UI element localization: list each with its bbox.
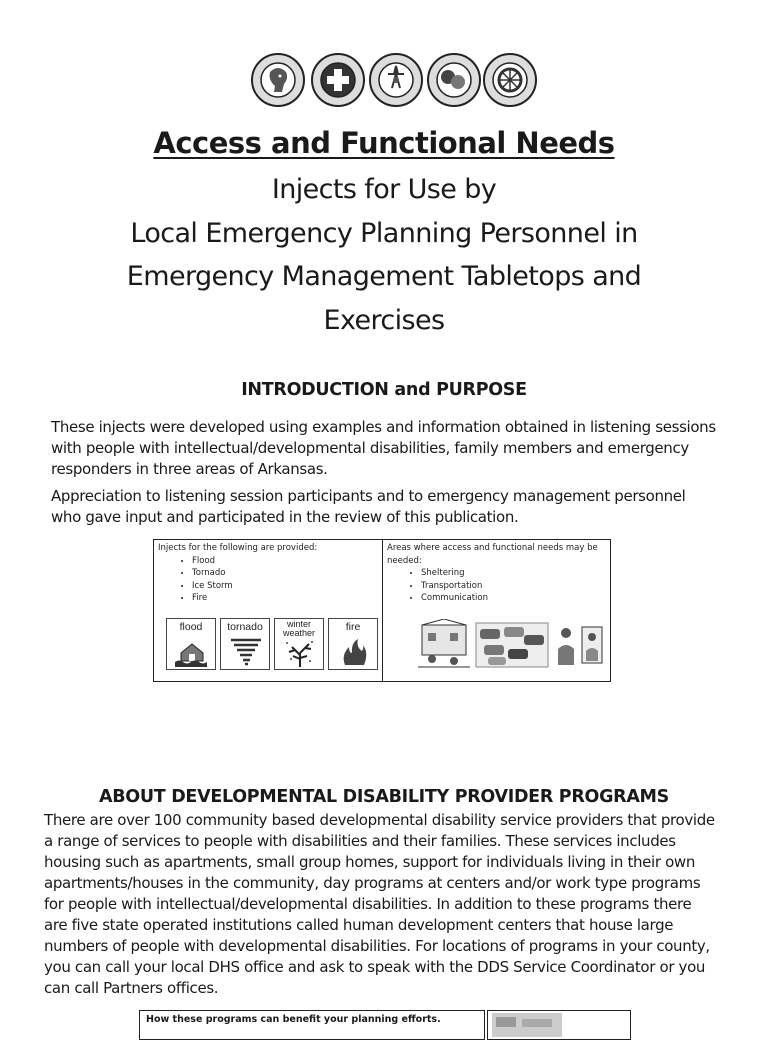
benefits-image-box xyxy=(487,1010,631,1040)
needs-heading-line-2: needed: xyxy=(387,555,422,566)
list-item: • Ice Storm xyxy=(192,580,380,593)
hazard-label: fire xyxy=(345,621,361,633)
text-line: responders in three areas of Arkansas. xyxy=(51,460,328,478)
text-line: can call Partners offices. xyxy=(44,979,219,997)
traffic-jam-icon xyxy=(474,621,550,669)
flooded-house-icon xyxy=(175,637,209,667)
hazard-flood xyxy=(166,618,216,670)
about-heading: ABOUT DEVELOPMENTAL DISABILITY PROVIDER PROGRAMS xyxy=(99,787,669,807)
list-item: • Tornado xyxy=(192,567,380,580)
text-line: These injects were developed using examples and information obtained in listening sessions xyxy=(51,418,716,436)
communication-people-icon xyxy=(554,621,606,669)
needs-pictures xyxy=(418,619,608,671)
text-line: for people with intellectual/developmental disabilities. In addition to these programs there xyxy=(44,895,692,913)
text-line: you can call your local DHS office and ask to speak with the DDS Service Coordinator or you xyxy=(44,958,706,976)
communication-icon xyxy=(250,52,306,108)
text-line: numbers of people with developmental disabilities. For locations of programs in your county, xyxy=(44,937,710,955)
hazard-label: tornado xyxy=(227,621,263,633)
hazard-tornado xyxy=(220,618,270,670)
text-line: are five state operated institutions called human development centers that house large xyxy=(44,916,674,934)
header-icon-strip xyxy=(250,48,530,108)
subtitle-line-3: Emergency Management Tabletops and xyxy=(126,261,642,292)
intro-paragraph-1 xyxy=(51,417,741,480)
text-line: housing such as apartments, small group homes, support for individuals living in their own xyxy=(44,853,695,871)
text-line: Appreciation to listening session participants and to emergency management personnel xyxy=(51,487,686,505)
injects-provided-cell xyxy=(158,542,380,605)
injects-provided-heading: Injects for the following are provided: xyxy=(158,543,318,553)
text-line: apartments/houses in the community, day programs at centers and/or work type programs xyxy=(44,874,701,892)
text-line: who gave input and participated in the review of this publication. xyxy=(51,508,519,526)
text-line: There are over 100 community based developmental disability service providers that provide xyxy=(44,811,715,829)
scanned-image-icon xyxy=(488,1011,630,1039)
subtitle-line-1: Injects for Use by xyxy=(271,174,497,205)
list-item: • Fire xyxy=(192,592,380,605)
list-item: • Transportation xyxy=(421,580,607,593)
hazard-winter-weather xyxy=(274,618,324,670)
document-title: Access and Functional Needs xyxy=(153,126,615,160)
table-divider xyxy=(382,540,383,681)
benefits-box-title: How these programs can benefit your planning efforts. xyxy=(146,1014,441,1025)
subtitle-line-4: Exercises xyxy=(323,305,445,336)
hazard-fire xyxy=(328,618,378,670)
text-line: with people with intellectual/developmental disabilities, family members and emergency xyxy=(51,439,689,457)
about-paragraph xyxy=(44,810,744,999)
hazard-pictures xyxy=(166,618,370,670)
independence-icon xyxy=(368,52,424,108)
list-item: • Flood xyxy=(192,555,380,568)
fire-icon xyxy=(337,637,371,667)
tornado-icon xyxy=(229,637,263,667)
benefits-box xyxy=(139,1010,485,1040)
intro-heading: INTRODUCTION and PURPOSE xyxy=(241,380,527,400)
intro-paragraph-2 xyxy=(51,486,741,528)
inject-summary-table xyxy=(153,539,611,682)
needs-heading-line-1: Areas where access and functional needs may be xyxy=(387,543,598,553)
medical-icon xyxy=(310,52,366,108)
text-line: a range of services to people with disabilities and their families. These services includes xyxy=(44,832,676,850)
supervision-icon xyxy=(426,52,482,108)
transportation-icon xyxy=(482,52,538,108)
hazard-list xyxy=(158,555,380,605)
list-item: • Communication xyxy=(421,592,607,605)
list-item: • Sheltering xyxy=(421,567,607,580)
hazard-label: flood xyxy=(179,621,203,633)
shelter-scene-icon xyxy=(418,619,470,669)
needs-areas-cell xyxy=(387,542,607,605)
ice-tree-icon xyxy=(283,637,317,667)
hazard-label: winter weather xyxy=(282,619,316,638)
subtitle-line-2: Local Emergency Planning Personnel in xyxy=(130,218,638,249)
needs-list xyxy=(387,567,607,605)
